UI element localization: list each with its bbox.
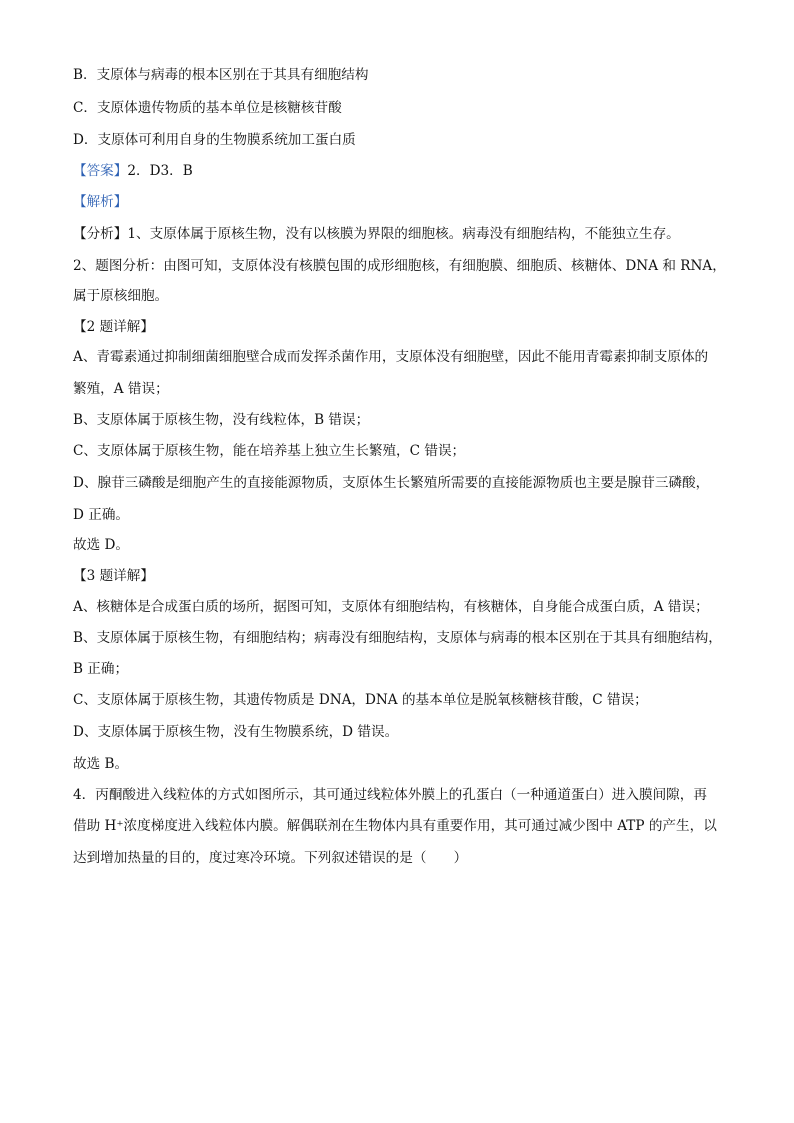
- answer-label: 【答案】: [73, 163, 128, 179]
- q2-conclusion: 故选 D。: [73, 537, 130, 553]
- option-c: C．支原体遗传物质的基本单位是核糖核苷酸: [73, 100, 342, 116]
- q2-heading: 【2 题详解】: [73, 319, 154, 335]
- q3-d: D、支原体属于原核生物，没有生物膜系统，D 错误。: [73, 724, 399, 740]
- q4-stem-line-1: 4．丙酮酸进入线粒体的方式如图所示，其可通过线粒体外膜上的孔蛋白（一种通道蛋白）进入膜间隙，再: [73, 787, 707, 803]
- q3-conclusion: 故选 B。: [73, 756, 129, 772]
- q2-a-line-1: A、青霉素通过抑制细菌细胞壁合成而发挥杀菌作用，支原体没有细胞壁，因此不能用青霉素抑制支原体的: [73, 349, 709, 365]
- q3-c: C、支原体属于原核生物，其遗传物质是 DNA，DNA 的基本单位是脱氧核糖核苷酸，C 错误；: [73, 692, 648, 708]
- q2-b: B、支原体属于原核生物，没有线粒体，B 错误；: [73, 412, 370, 428]
- q3-a: A、核糖体是合成蛋白质的场所，据图可知，支原体有细胞结构，有核糖体，自身能合成蛋白质，A 错误；: [73, 599, 709, 615]
- q4-stem-line-2: 借助 H⁺浓度梯度进入线粒体内膜。解偶联剂在生物体内具有重要作用，其可通过减少图中 ATP 的产生，以: [73, 818, 717, 834]
- q2-d-line-2: D 正确。: [73, 507, 130, 523]
- q4-stem-line-3: 达到增加热量的目的，度过寒冷环境。下列叙述错误的是（ ）: [73, 850, 468, 866]
- analysis-line-1: [73, 225, 733, 243]
- q2-c: C、支原体属于原核生物，能在培养基上独立生长繁殖，C 错误；: [73, 443, 466, 459]
- q3-heading: 【3 题详解】: [73, 568, 154, 584]
- q3-b-line-2: B 正确；: [73, 661, 129, 677]
- option-d: D．支原体可利用自身的生物膜系统加工蛋白质: [73, 132, 356, 148]
- analysis-label: 【解析】: [73, 194, 128, 210]
- option-b: B．支原体与病毒的根本区别在于其具有细胞结构: [73, 67, 369, 83]
- q2-d-line-1: D、腺苷三磷酸是细胞产生的直接能源物质，支原体生长繁殖所需要的直接能源物质也主要是腺苷三磷酸，: [73, 475, 710, 491]
- analysis-section-label: 【分析】: [73, 226, 128, 242]
- analysis-line-2a: 2、题图分析：由图可知，支原体没有核膜包围的成形细胞核，有细胞膜、细胞质、核糖体、DNA 和 RNA，: [73, 258, 726, 274]
- analysis-line-1-text: 1、支原体属于原核生物，没有以核膜为界限的细胞核。病毒没有细胞结构，不能独立生存。: [127, 226, 680, 242]
- analysis-line-2b: 属于原核细胞。: [73, 288, 169, 304]
- q2-a-line-2: 繁殖，A 错误；: [73, 381, 169, 397]
- answer-text: 2．D3．B: [127, 163, 193, 179]
- answer-line: [73, 162, 733, 180]
- q3-b-line-1: B、支原体属于原核生物，有细胞结构；病毒没有细胞结构，支原体与病毒的根本区别在于其具有细胞结构，: [73, 630, 722, 646]
